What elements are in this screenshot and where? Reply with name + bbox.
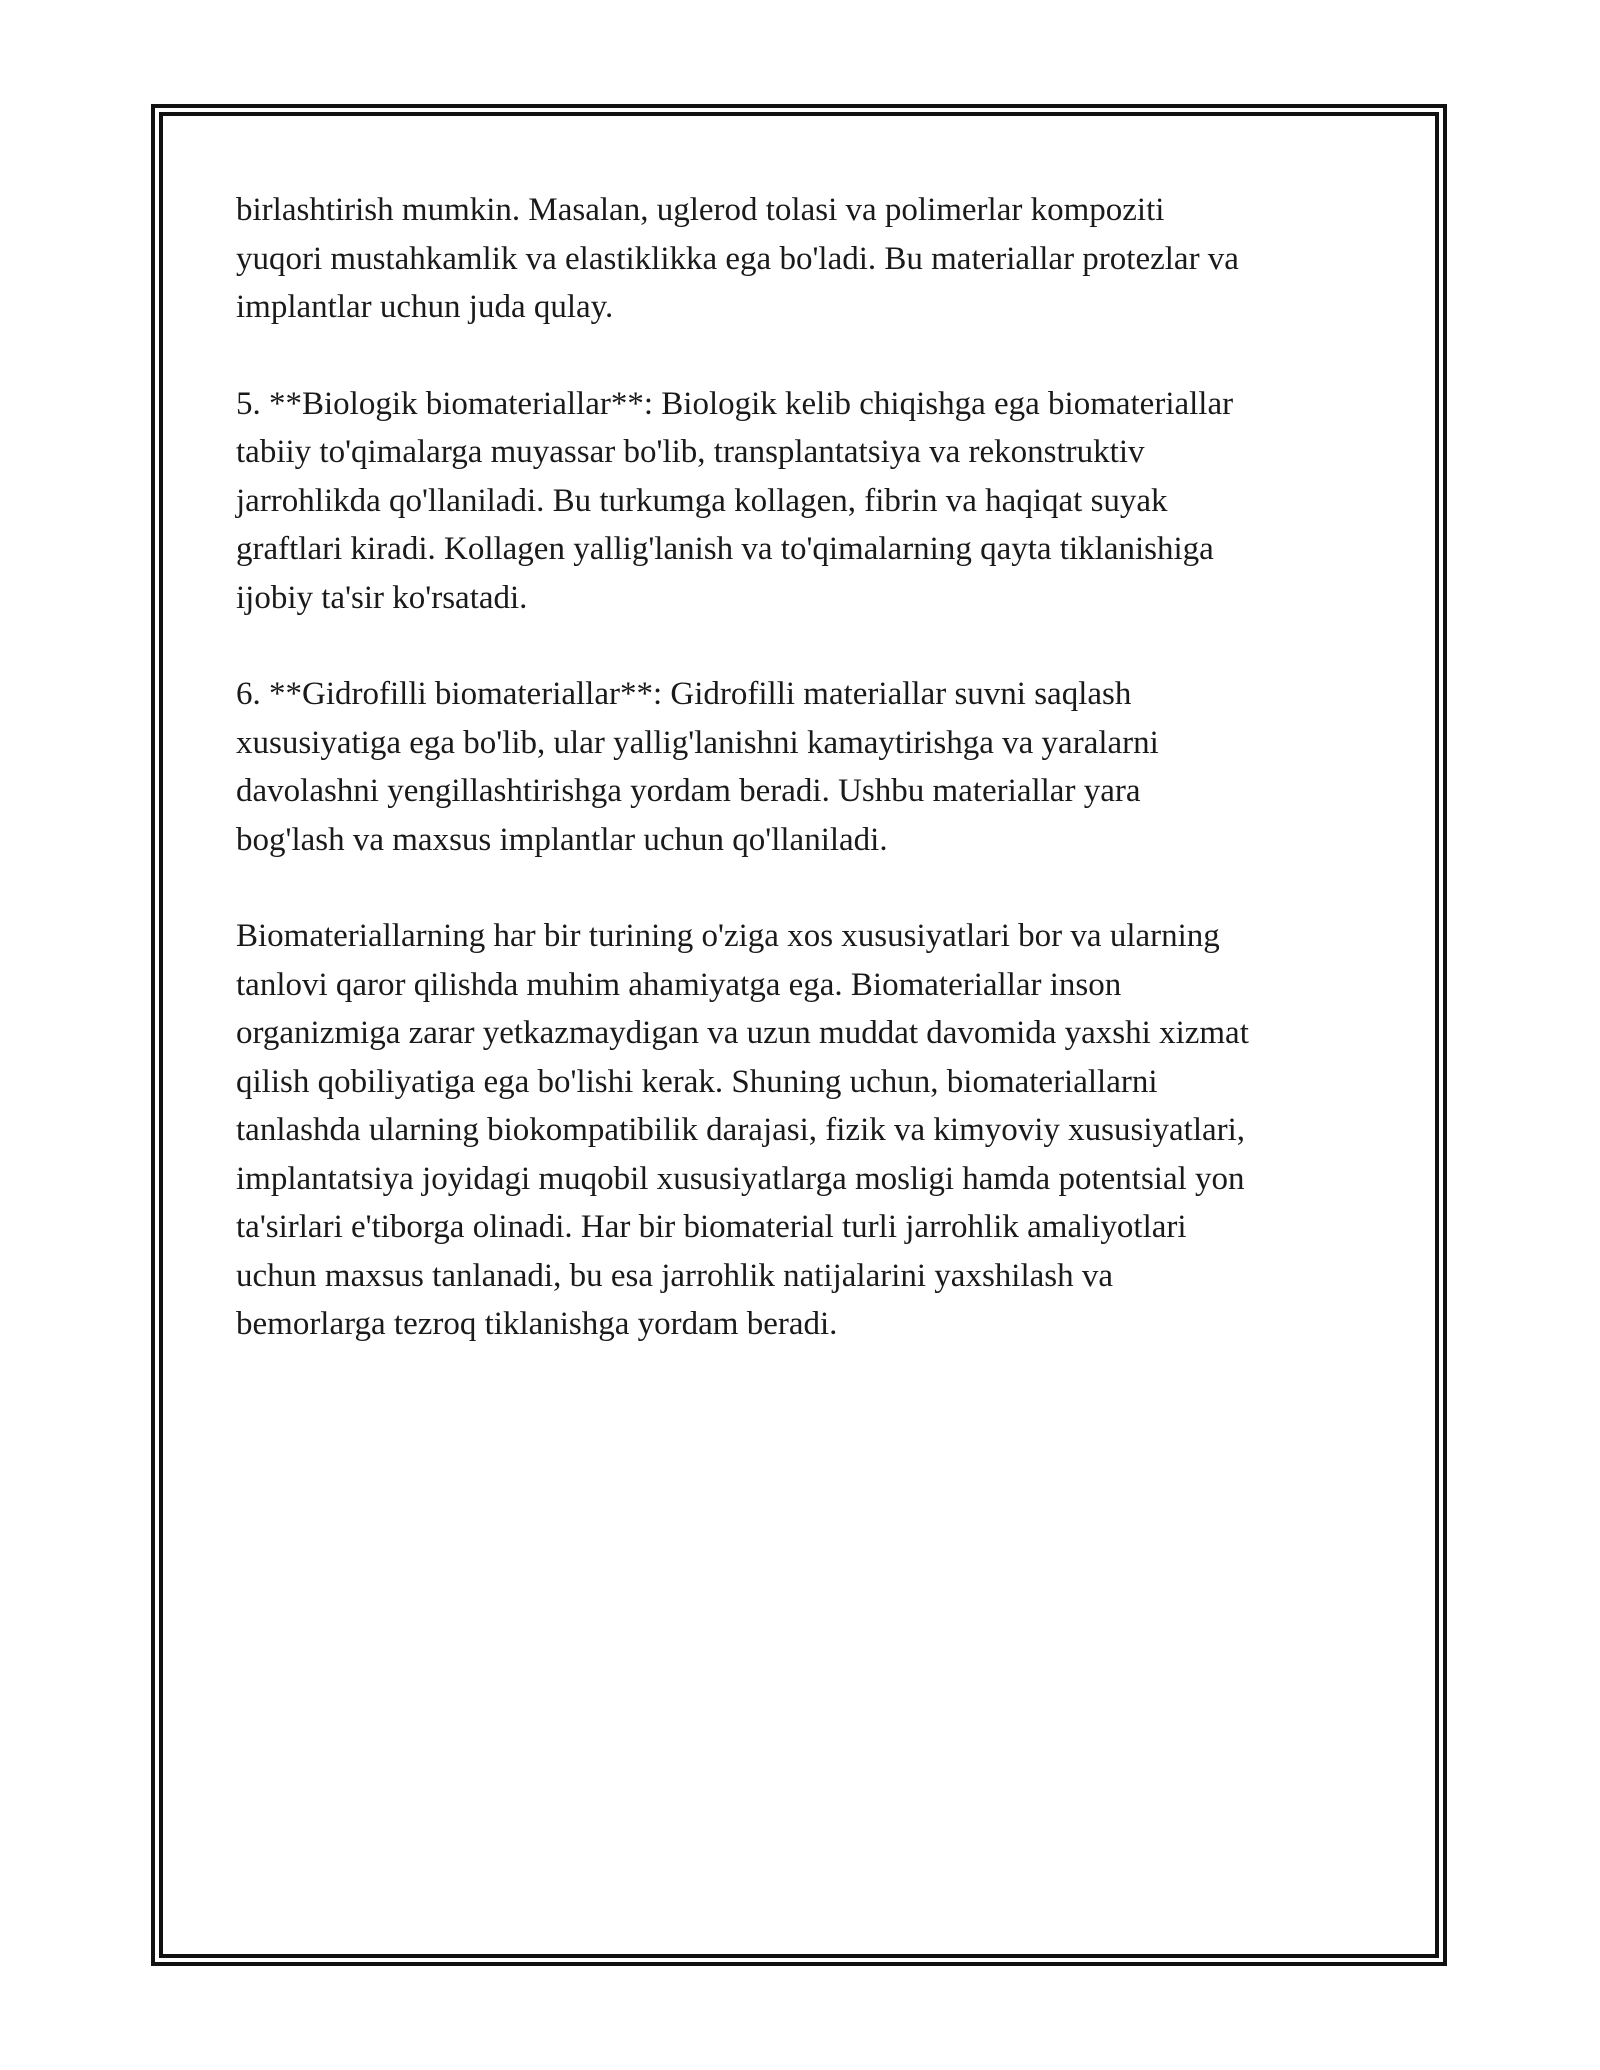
text-line: implantlar uchun juda qulay. <box>236 289 614 325</box>
text-line: Biomateriallarning har bir turining o'ziga xos xususiyatlari bor va ularning <box>236 918 1220 954</box>
text-line: 5. **Biologik biomateriallar**: Biologik kelib chiqishga ega biomateriallar <box>236 385 1234 422</box>
text-line: davolashni yengillashtirishga yordam beradi. Ushbu materiallar yara <box>236 773 1141 809</box>
paragraph-hydrophilic-biomaterials <box>236 670 1366 864</box>
text-line: ta'sirlari e'tiborga olinadi. Har bir biomaterial turli jarrohlik amaliyotlari <box>236 1209 1187 1245</box>
text-line: graftlari kiradi. Kollagen yallig'lanish va to'qimalarning qayta tiklanishiga <box>236 531 1214 567</box>
text-line: ijobiy ta'sir ko'rsatadi. <box>236 579 528 616</box>
text-line: implantatsiya joyidagi muqobil xususiyatlarga mosligi hamda potentsial yon <box>236 1160 1245 1197</box>
text-line: jarrohlikda qo'llaniladi. Bu turkumga kollagen, fibrin va haqiqat suyak <box>236 482 1168 519</box>
document-body <box>236 186 1366 1397</box>
text-line: birlashtirish mumkin. Masalan, uglerod tolasi va polimerlar kompoziti <box>236 192 1165 228</box>
text-line: uchun maxsus tanlanadi, bu esa jarrohlik natijalarini yaxshilash va <box>236 1257 1114 1294</box>
text-line: bog'lash va maxsus implantlar uchun qo'llaniladi. <box>236 821 888 858</box>
paragraph-conclusion <box>236 912 1366 1349</box>
text-line: organizmiga zarar yetkazmaydigan va uzun muddat davomida yaxshi xizmat <box>236 1015 1249 1051</box>
text-line: xususiyatiga ega bo'lib, ular yallig'lanishni kamaytirishga va yaralarni <box>236 724 1159 761</box>
text-line: tanlashda ularning biokompatibilik darajasi, fizik va kimyoviy xususiyatlari, <box>236 1112 1246 1148</box>
text-line: bemorlarga tezroq tiklanishga yordam beradi. <box>236 1306 838 1342</box>
text-line: tabiiy to'qimalarga muyassar bo'lib, transplantatsiya va rekonstruktiv <box>236 434 1145 470</box>
paragraph-composites <box>236 186 1366 332</box>
text-line: qilish qobiliyatiga ega bo'lishi kerak. Shuning uchun, biomateriallarni <box>236 1063 1158 1100</box>
text-line: yuqori mustahkamlik va elastiklikka ega bo'ladi. Bu materiallar protezlar va <box>236 240 1239 277</box>
text-line: 6. **Gidrofilli biomateriallar**: Gidrofilli materiallar suvni saqlash <box>236 676 1132 712</box>
text-line: tanlovi qaror qilishda muhim ahamiyatga ega. Biomateriallar inson <box>236 966 1122 1003</box>
paragraph-biological-biomaterials <box>236 380 1366 623</box>
